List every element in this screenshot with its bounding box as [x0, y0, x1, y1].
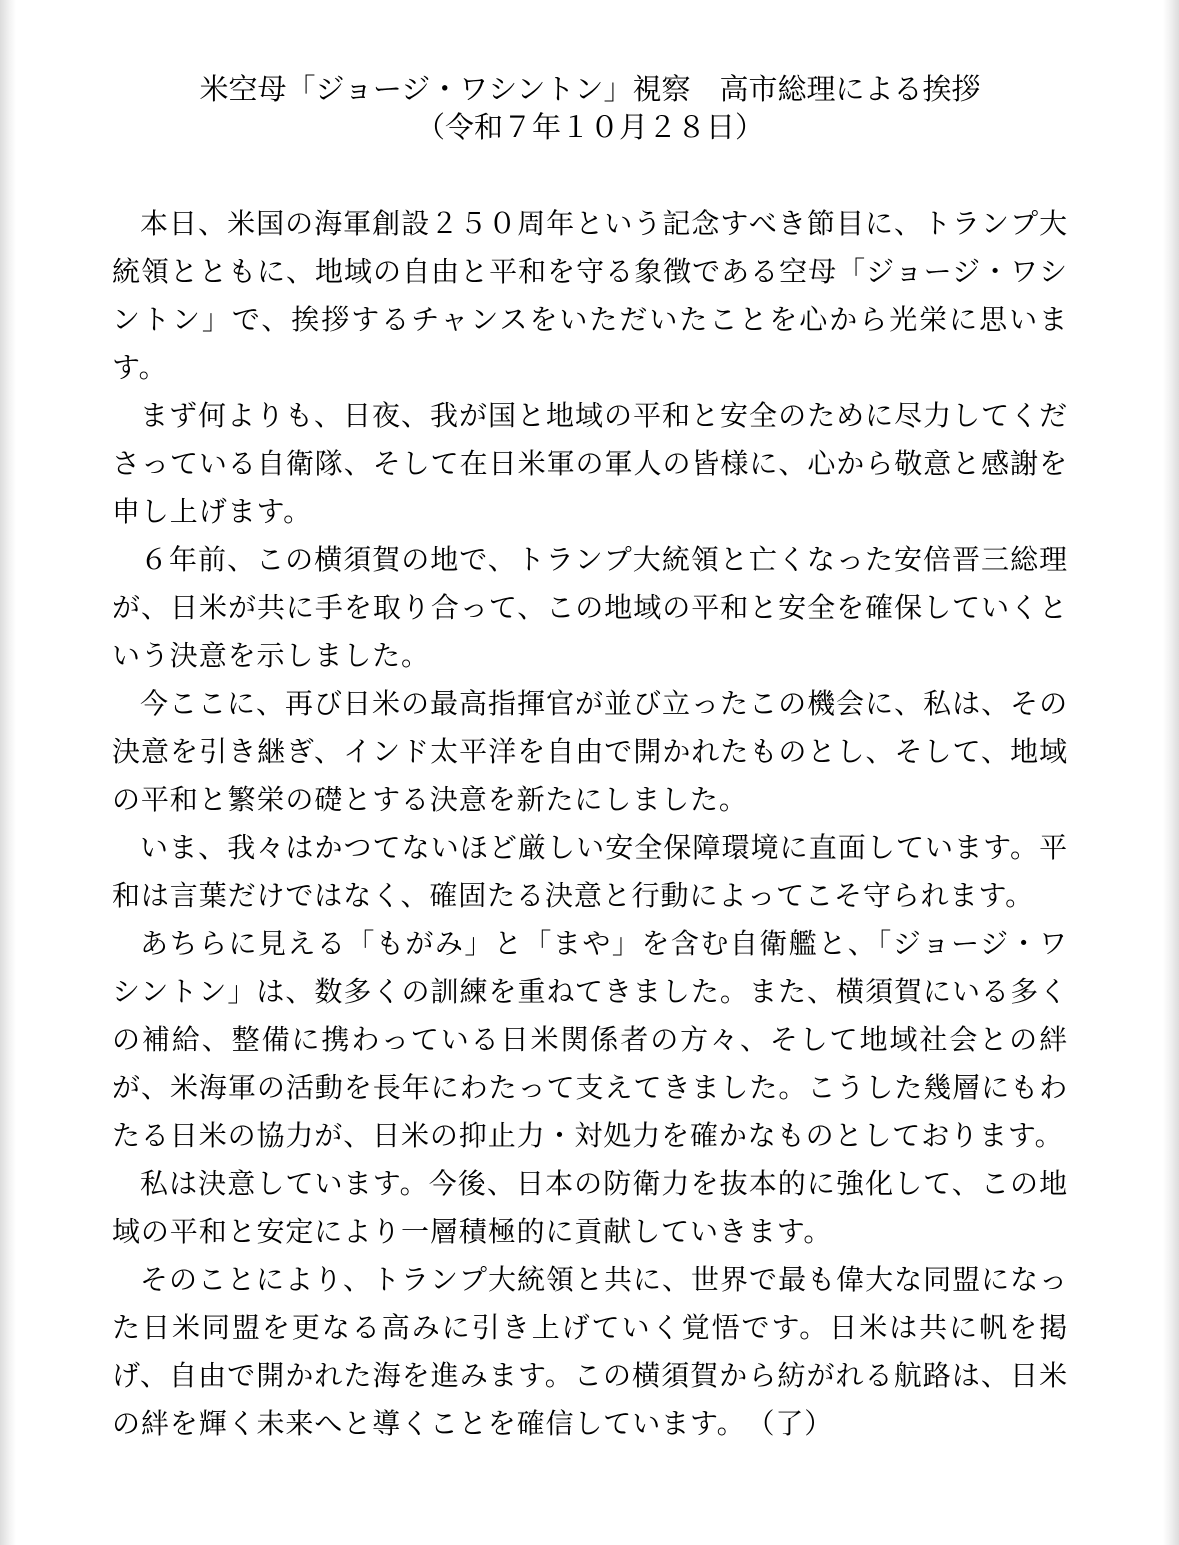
- speech-document: [112, 70, 1068, 1448]
- page-edge-left: [0, 0, 16, 1545]
- page-edge-right: [1163, 0, 1179, 1545]
- document-body: [112, 200, 1068, 1448]
- document-date: （令和７年１０月２８日）: [415, 110, 764, 144]
- document-title: 米空母「ジョージ・ワシントン」視察 高市総理による挨拶: [199, 72, 981, 106]
- paragraph: 私は決意しています。今後、日本の防衛力を抜本的に強化して、この地域の平和と安定により一層積極的に貢献していきます。: [112, 1167, 1068, 1248]
- paragraph: いま、我々はかつてないほど厳しい安全保障環境に直面しています。平和は言葉だけではなく、確固たる決意と行動によってこそ守られます。: [112, 831, 1068, 912]
- paragraph: 今ここに、再び日米の最高指揮官が並び立ったこの機会に、私は、その決意を引き継ぎ、インド太平洋を自由で開かれたものとし、そして、地域の平和と繁栄の礎とする決意を新たにしました。: [112, 687, 1068, 816]
- paragraph: そのことにより、トランプ大統領と共に、世界で最も偉大な同盟になった日米同盟を更なる高みに引き上げていく覚悟です。日米は共に帆を掲げ、自由で開かれた海を進みます。この横須賀から紡がれる航路は、日米の絆を輝く未来へと導くことを確信しています。 （了）: [112, 1263, 1068, 1440]
- paragraph: ６年前、この横須賀の地で、トランプ大統領と亡くなった安倍晋三総理が、日米が共に手を取り合って、この地域の平和と安全を確保していくという決意を示しました。: [112, 543, 1068, 672]
- paragraph: 本日、米国の海軍創設２５０周年という記念すべき節目に、トランプ大統領とともに、地域の自由と平和を守る象徴である空母「ジョージ・ワシントン」で、挨拶するチャンスをいただいたことを心から光栄に思います。: [112, 207, 1068, 384]
- paragraph: あちらに見える「もがみ」と「まや」を含む自衛艦と、「ジョージ・ワシントン」は、数多くの訓練を重ねてきました。また、横須賀にいる多くの補給、整備に携わっている日米関係者の方々、そして地域社会との絆が、米海軍の活動を長年にわたって支えてきました。こうした幾層にもわたる日米の協力が、日米の抑止力・対処力を確かなものとしております。: [112, 927, 1068, 1152]
- paragraph: まず何よりも、日夜、我が国と地域の平和と安全のために尽力してくださっている自衛隊、そして在日米軍の軍人の皆様に、心から敬意と感謝を申し上げます。: [112, 399, 1068, 528]
